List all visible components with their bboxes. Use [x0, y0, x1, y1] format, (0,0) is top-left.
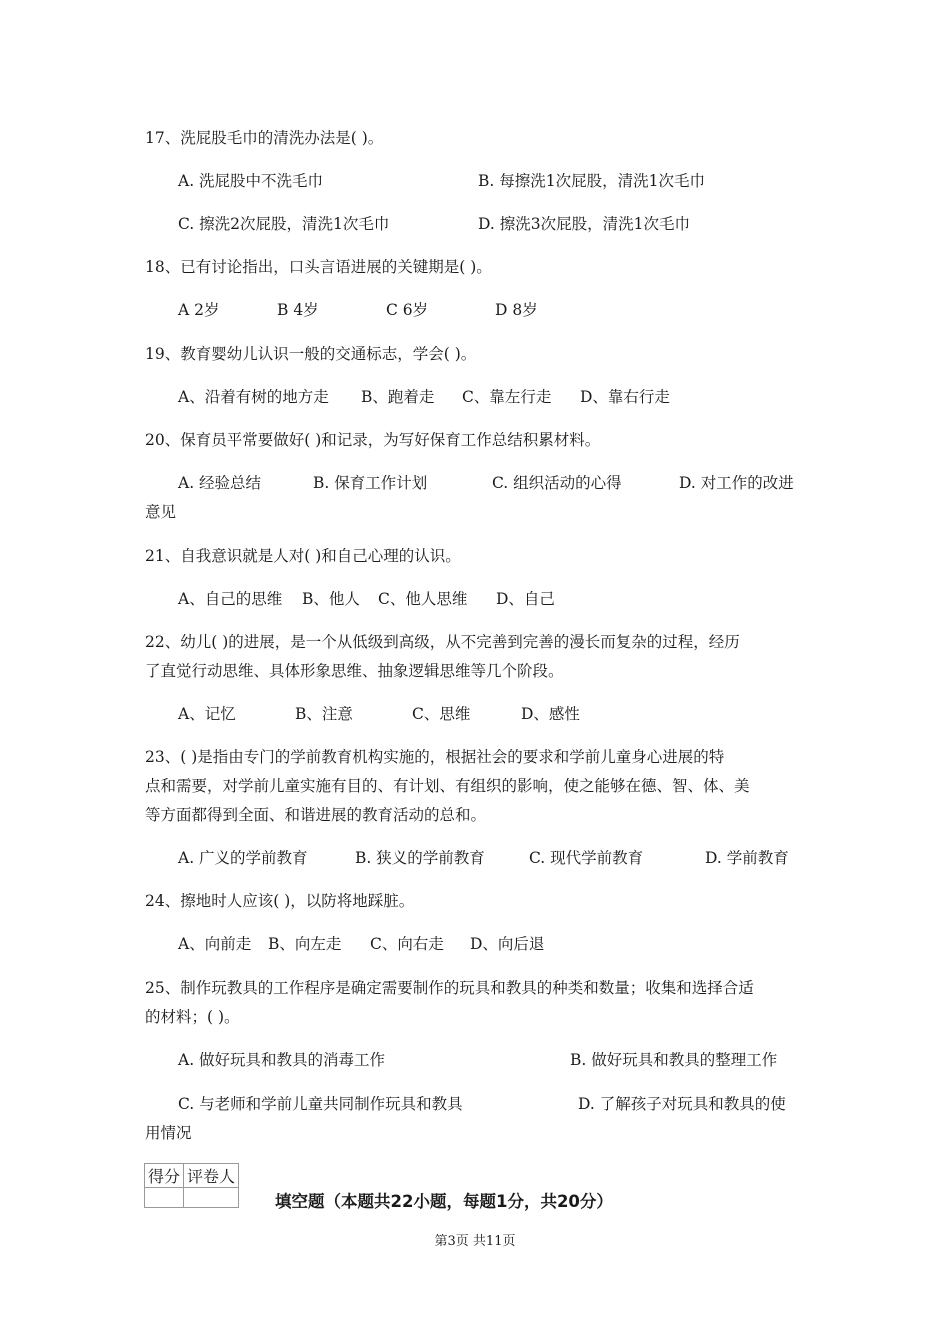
question-25-option-d: D. 了解孩子对玩具和教具的使 — [578, 1095, 786, 1113]
question-19-option-c: C、靠左行走 — [462, 388, 552, 406]
question-24-option-b: B、向左走 — [268, 935, 342, 953]
question-17-option-b: B. 每擦洗1次屁股，清洗1次毛巾 — [478, 172, 705, 190]
question-22-option-a: A、记忆 — [178, 705, 236, 723]
question-24-option-d: D、向后退 — [470, 935, 545, 953]
page-footer: 第3页 共11页 — [434, 1234, 516, 1249]
question-17-option-d: D. 擦洗3次屁股，清洗1次毛巾 — [478, 215, 690, 233]
question-25-text-line-2: 的材料；( )。 — [145, 1008, 240, 1026]
section-title: 填空题（本题共22小题，每题1分，共20分） — [275, 1192, 613, 1211]
question-22-option-b: B、注意 — [295, 705, 353, 723]
question-21-option-d: D、自己 — [496, 590, 555, 608]
question-17-option-c: C. 擦洗2次屁股，清洗1次毛巾 — [178, 215, 390, 233]
question-23-option-a: A. 广义的学前教育 — [178, 849, 308, 867]
question-21-option-b: B、他人 — [302, 590, 360, 608]
question-18-text: 18、已有讨论指出，口头言语进展的关键期是( )。 — [145, 258, 492, 276]
grader-cell — [184, 1188, 239, 1208]
question-21-option-a: A、自己的思维 — [178, 590, 283, 608]
question-19-option-a: A、沿着有树的地方走 — [178, 388, 329, 406]
question-21-option-c: C、他人思维 — [378, 590, 468, 608]
question-25-text-line-1: 25、制作玩教具的工作程序是确定需要制作的玩具和教具的种类和数量；收集和选择合适 — [145, 979, 754, 997]
question-17-option-a: A. 洗屁股中不洗毛巾 — [178, 172, 324, 190]
question-25-option-a: A. 做好玩具和教具的消毒工作 — [178, 1051, 386, 1069]
question-23-option-d: D. 学前教育 — [705, 849, 789, 867]
question-21-text: 21、自我意识就是人对( )和自己心理的认识。 — [145, 547, 461, 565]
question-25-option-b: B. 做好玩具和教具的整理工作 — [570, 1051, 778, 1069]
question-23-text-line-1: 23、( )是指由专门的学前教育机构实施的，根据社会的要求和学前儿童身心进展的特 — [145, 748, 725, 766]
question-18-option-a: A 2岁 — [178, 301, 220, 319]
question-20-option-c: C. 组织活动的心得 — [492, 474, 622, 492]
question-23-text-line-2: 点和需要，对学前儿童实施有目的、有计划、有组织的影响，使之能够在德、智、体、美 — [145, 777, 750, 795]
question-19-text: 19、教育婴幼儿认识一般的交通标志，学会( )。 — [145, 345, 477, 363]
question-22-text-line-1: 22、幼儿( )的进展，是一个从低级到高级，从不完善到完善的漫长而复杂的过程，经历 — [145, 633, 740, 651]
grader-label: 评卷人 — [184, 1164, 239, 1188]
question-24-option-c: C、向右走 — [370, 935, 444, 953]
question-25-option-d-continuation: 用情况 — [145, 1124, 192, 1142]
question-22-text-line-2: 了直觉行动思维、具体形象思维、抽象逻辑思维等几个阶段。 — [145, 662, 564, 680]
question-24-option-a: A、向前走 — [178, 935, 252, 953]
question-18-option-d: D 8岁 — [495, 301, 538, 319]
question-22-option-d: D、感性 — [521, 705, 580, 723]
question-20-option-d-continuation: 意见 — [145, 503, 177, 521]
score-box — [144, 1163, 239, 1208]
question-23-option-b: B. 狭义的学前教育 — [355, 849, 485, 867]
question-19-option-d: D、靠右行走 — [580, 388, 670, 406]
question-20-text: 20、保育员平常要做好( )和记录，为写好保育工作总结积累材料。 — [145, 431, 601, 449]
question-17-text: 17、洗屁股毛巾的清洗办法是( )。 — [145, 129, 384, 147]
question-20-option-d: D. 对工作的改进 — [679, 474, 794, 492]
score-cell — [145, 1188, 184, 1208]
score-label: 得分 — [145, 1164, 184, 1188]
question-20-option-b: B. 保育工作计划 — [313, 474, 428, 492]
question-18-option-c: C 6岁 — [386, 301, 429, 319]
question-22-option-c: C、思维 — [412, 705, 471, 723]
question-25-option-c: C. 与老师和学前儿童共同制作玩具和教具 — [178, 1095, 463, 1113]
question-20-option-a: A. 经验总结 — [178, 474, 262, 492]
question-24-text: 24、擦地时人应该( )，以防将地踩脏。 — [145, 892, 415, 910]
question-19-option-b: B、跑着走 — [361, 388, 435, 406]
question-23-text-line-3: 等方面都得到全面、和谐进展的教育活动的总和。 — [145, 806, 487, 824]
question-23-option-c: C. 现代学前教育 — [529, 849, 644, 867]
question-18-option-b: B 4岁 — [277, 301, 319, 319]
